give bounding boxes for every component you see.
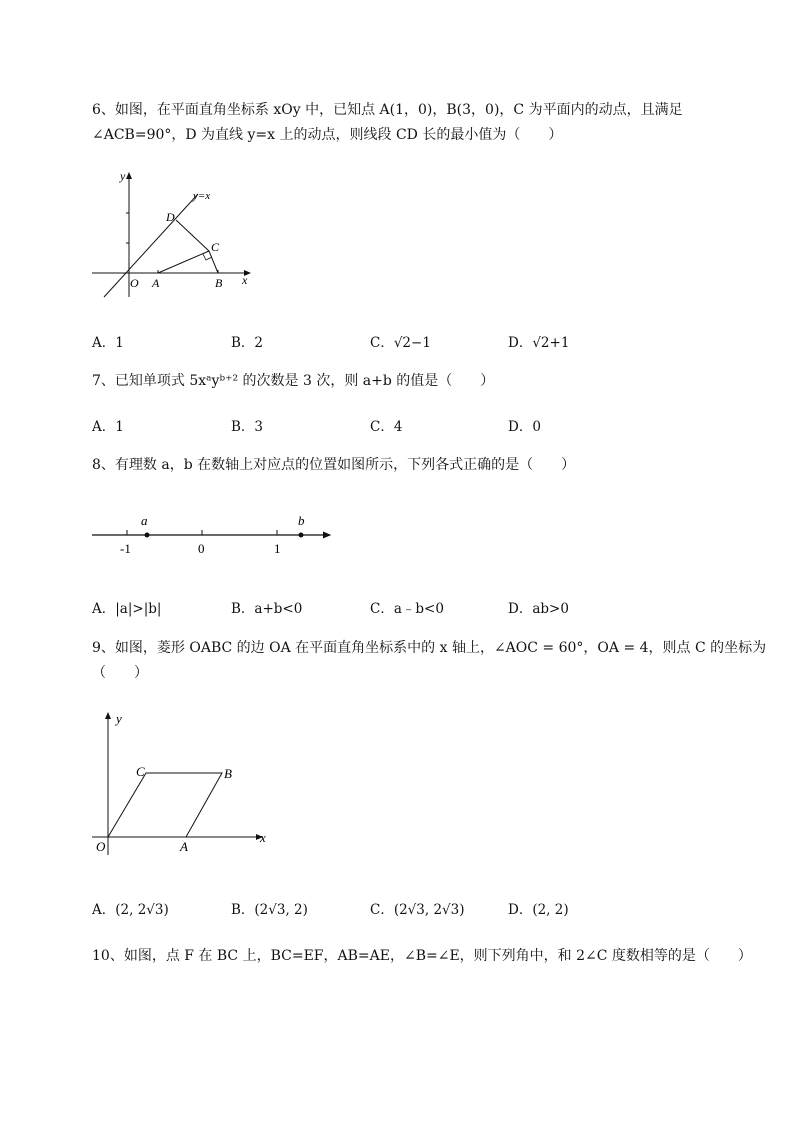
q9-figure (90, 705, 275, 860)
q9-option-c[interactable]: C．(2√3, 2√3) (370, 902, 465, 918)
q8-point-a (145, 533, 150, 538)
q6-segment-dc (176, 220, 209, 251)
question-6-line-1: 6、如图，在平面直角坐标系 xOy 中，已知点 A(1，0)，B(3，0)，C 为平面内的动点，且满足 (92, 102, 683, 118)
q8-tick-label-0: 0 (198, 541, 205, 556)
q9-point-b: B (224, 766, 232, 781)
q6-option-b[interactable]: B．2 (231, 335, 264, 351)
q6-point-a: A (152, 276, 160, 290)
q6-y-label: y (120, 169, 126, 183)
q7-option-d[interactable]: D．0 (508, 419, 541, 435)
q8-option-c[interactable]: C．a﹣b<0 (370, 601, 444, 617)
q9-x-label: x (260, 830, 266, 845)
question-7-line-1: 7、已知单项式 5xᵃyᵇ⁺² 的次数是 3 次，则 a+b 的值是（ ） (92, 373, 495, 389)
q6-figure (90, 165, 260, 300)
question-9-line-2: （ ） (92, 665, 148, 681)
q8-option-a[interactable]: A．|a|>|b| (92, 601, 162, 617)
q9-option-a[interactable]: A．(2, 2√3) (92, 902, 169, 918)
q6-option-c[interactable]: C．√2−1 (370, 335, 431, 351)
q6-x-label: x (242, 273, 248, 287)
q9-rhombus-oabc (108, 773, 222, 837)
q9-point-a: A (180, 839, 188, 854)
q9-y-label: y (116, 711, 122, 726)
q6-point-b: B (215, 276, 223, 290)
q8-option-d[interactable]: D．ab>0 (508, 601, 569, 617)
q9-option-d[interactable]: D．(2, 2) (508, 902, 569, 918)
q8-number-line (88, 508, 338, 560)
q8-tick-label-neg1: -1 (120, 541, 131, 556)
question-10-line-1: 10、如图，点 F 在 BC 上，BC=EF，AB=AE，∠B=∠E，则下列角中，和 2∠C 度数相等的是（ ） (92, 948, 752, 964)
q6-segment-cb (209, 251, 218, 273)
q6-origin-o: O (130, 276, 139, 290)
q7-option-b[interactable]: B．3 (231, 419, 264, 435)
question-9-line-1: 9、如图，菱形 OABC 的边 OA 在平面直角坐标系中的 x 轴上，∠AOC = 60°，OA = 4，则点 C 的坐标为 (92, 640, 767, 656)
q7-option-a[interactable]: A．1 (92, 419, 124, 435)
q9-point-c: C (136, 764, 145, 779)
q6-option-a[interactable]: A．1 (92, 335, 124, 351)
q8-option-b[interactable]: B．a+b<0 (231, 601, 303, 617)
q6-point-d: D (166, 210, 175, 224)
question-8-line-1: 8、有理数 a，b 在数轴上对应点的位置如图所示，下列各式正确的是（ ） (92, 457, 576, 473)
q6-point-c: C (211, 240, 220, 254)
q8-label-b: b (298, 513, 305, 528)
q8-tick-label-1: 1 (274, 541, 281, 556)
q9-option-b[interactable]: B．(2√3, 2) (231, 902, 308, 918)
q6-line-label: y=x (193, 190, 211, 202)
q6-segment-ac (158, 251, 209, 273)
q8-label-a: a (141, 513, 148, 528)
q6-option-d[interactable]: D．√2+1 (508, 335, 570, 351)
q6-line-y-eq-x (104, 194, 198, 297)
q9-origin-o: O (96, 839, 106, 854)
question-6-line-2: ∠ACB=90°，D 为直线 y=x 上的动点，则线段 CD 长的最小值为（ ） (92, 127, 563, 143)
q7-option-c[interactable]: C．4 (370, 419, 403, 435)
q8-point-b (299, 533, 304, 538)
